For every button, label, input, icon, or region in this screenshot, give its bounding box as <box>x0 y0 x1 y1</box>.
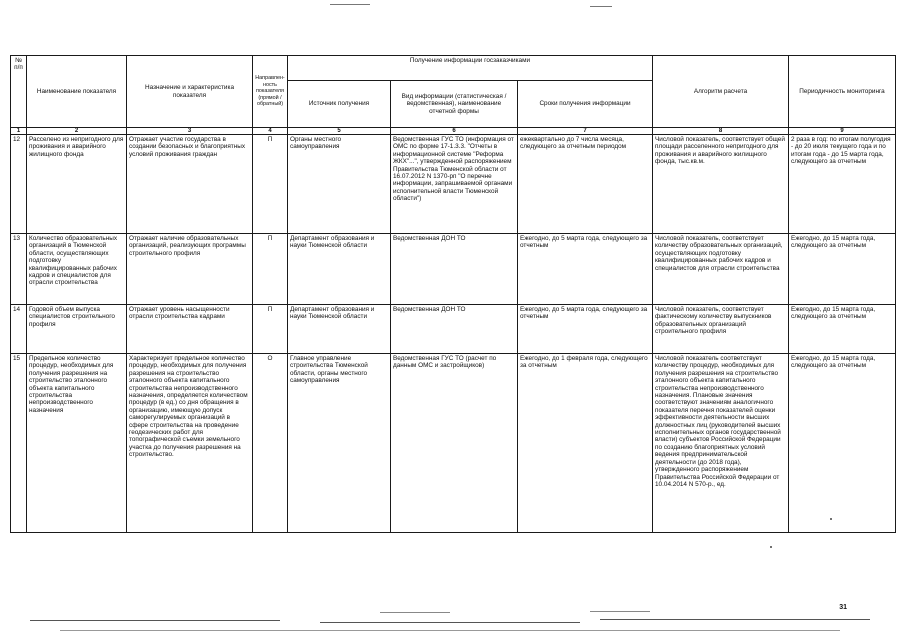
row-terms: Ежегодно, до 5 марта года, следующего за отчетным <box>518 305 653 354</box>
scan-noise-bottom <box>590 611 650 612</box>
header-terms: Сроки получения информации <box>518 81 653 128</box>
row-no: 15 <box>11 354 27 533</box>
row-info-type: Ведомственная ГУС ТО (информация от ОМС по форме 17-1.3.3. "Отчеты в информационной системе "Реформа ЖКХ"...", утвержденной распоряжением Правительства Тюменской области от 16.07.2012 N 1370-рп "О перечне информации, запрашиваемой органами исполнительной власти Тюменской области") <box>391 135 518 234</box>
row-no: 12 <box>11 135 27 234</box>
header-periodicity: Периодичность мониторинга <box>789 56 896 128</box>
row-direction: П <box>253 135 288 234</box>
column-number: 2 <box>27 128 127 135</box>
row-algorithm: Числовой показатель соответствует количеству процедур, необходимых для получения разрешения на строительство эталонного объекта капитального строительства непроизводственного назначения. Плановые значения соответствуют значениям аналогичного показателя перечня показателей оценки эффективности деятельности высших должностных лиц (руководителей высших исполнительных органов государственной власти) субъектов Российской Федерации по созданию благоприятных условий ведения предпринимательской деятельности (до 2018 года), утвержденного распоряжением Правительства Российской Федерации от 10.04.2014 N 570-р., ед. <box>653 354 789 533</box>
scan-noise-bottom <box>380 612 450 613</box>
row-source: Департамент образования и науки Тюменской области <box>288 234 391 305</box>
header-algorithm: Алгоритм расчета <box>653 56 789 128</box>
header-info-group: Получение информации госзаказчиками <box>288 56 653 81</box>
scan-speck <box>830 518 832 520</box>
row-terms: ежеквартально до 7 числа месяца, следующего за отчетным периодом <box>518 135 653 234</box>
row-terms: Ежегодно, до 5 марта года, следующего за отчетным <box>518 234 653 305</box>
row-info-type: Ведомственная ДОН ТО <box>391 234 518 305</box>
column-number: 9 <box>789 128 896 135</box>
row-periodicity: Ежегодно, до 15 марта года, следующего за отчетным <box>789 234 896 305</box>
scan-noise-bottom <box>320 622 580 623</box>
header-info-type: Вид информации (статистическая / ведомственная), наименование отчетной формы <box>391 81 518 128</box>
row-source: Органы местного самоуправления <box>288 135 391 234</box>
scan-noise-top <box>330 4 370 5</box>
row-algorithm: Числовой показатель, соответствует количеству образовательных организаций, осуществляющих подготовку квалифицированных рабочих кадров и специалистов для отрасли строительства <box>653 234 789 305</box>
column-number: 1 <box>11 128 27 135</box>
row-source: Департамент образования и науки Тюменской области <box>288 305 391 354</box>
row-name: Годовой объем выпуска специалистов строительного профиля <box>27 305 127 354</box>
column-number: 6 <box>391 128 518 135</box>
column-numbers-row <box>11 128 896 135</box>
row-name: Предельное количество процедур, необходимых для получения разрешения на строительство эталонного объекта капитального строительства непроизводственного назначения <box>27 354 127 533</box>
row-no: 13 <box>11 234 27 305</box>
row-description: Отражает наличие образовательных организаций, реализующих программы строительного профиля <box>127 234 253 305</box>
row-periodicity: Ежегодно, до 15 марта года, следующего за отчетным <box>789 354 896 533</box>
row-algorithm: Числовой показатель, соответствует фактическому количеству выпускников образовательных организаций строительного профиля <box>653 305 789 354</box>
header-source: Источник получения <box>288 81 391 128</box>
indicators-table <box>10 55 896 533</box>
row-info-type: Ведомственная ГУС ТО (расчет по данным ОМС и застройщиков) <box>391 354 518 533</box>
row-description: Характеризует предельное количество процедур, необходимых для получения разрешения на строительство эталонного объекта капитального строительства непроизводственного назначения, определяется количеством процедур (в ед.) со дня обращения в организацию, имеющую допуск саморегулируемых организаций в сфере строительства на проведение геодезических работ для топографической съемки земельного участка до получения разрешения на строительство. <box>127 354 253 533</box>
header-description: Назначение и характеристика показателя <box>127 56 253 128</box>
scan-noise-top <box>590 6 612 7</box>
row-periodicity: 2 раза в год: по итогам полугодия - до 20 июля текущего года и по итогам года - до 15 марта года, следующего за отчетным <box>789 135 896 234</box>
row-direction: П <box>253 305 288 354</box>
table-row <box>11 305 896 354</box>
page-number: 31 <box>839 604 847 611</box>
row-name: Расселено из непригодного для проживания и аварийного жилищного фонда <box>27 135 127 234</box>
row-no: 14 <box>11 305 27 354</box>
column-number: 8 <box>653 128 789 135</box>
row-source: Главное управление строительства Тюменской области, органы местного самоуправления <box>288 354 391 533</box>
row-info-type: Ведомственная ДОН ТО <box>391 305 518 354</box>
header-row-1 <box>11 56 896 81</box>
column-number: 4 <box>253 128 288 135</box>
row-description: Отражает уровень насыщенности отрасли строительства кадрами <box>127 305 253 354</box>
row-algorithm: Числовой показатель, соответствует общей площади расселенного непригодного для проживания и аварийного жилищного фонда, тыс.кв.м. <box>653 135 789 234</box>
table-row <box>11 234 896 305</box>
scan-speck <box>770 546 772 548</box>
scan-noise-bottom <box>30 620 280 621</box>
header-direction: Направлен-ность показателя (прямой / обратный) <box>253 56 288 128</box>
row-description: Отражает участие государства в создании безопасных и благоприятных условий проживания граждан <box>127 135 253 234</box>
row-periodicity: Ежегодно, до 15 марта года, следующего за отчетным <box>789 305 896 354</box>
row-direction: П <box>253 234 288 305</box>
row-terms: Ежегодно, до 1 февраля года, следующего за отчетным <box>518 354 653 533</box>
column-number: 3 <box>127 128 253 135</box>
table-row <box>11 354 896 533</box>
table-row <box>11 135 896 234</box>
scan-noise-bottom <box>60 630 840 631</box>
header-no: № п/п <box>11 56 27 128</box>
header-name: Наименование показателя <box>27 56 127 128</box>
column-number: 7 <box>518 128 653 135</box>
row-direction: О <box>253 354 288 533</box>
scan-noise-bottom <box>600 619 870 620</box>
column-number: 5 <box>288 128 391 135</box>
row-name: Количество образовательных организаций в Тюменской области, осуществляющих подготовку квалифицированных рабочих кадров и специалистов для отрасли строительства <box>27 234 127 305</box>
